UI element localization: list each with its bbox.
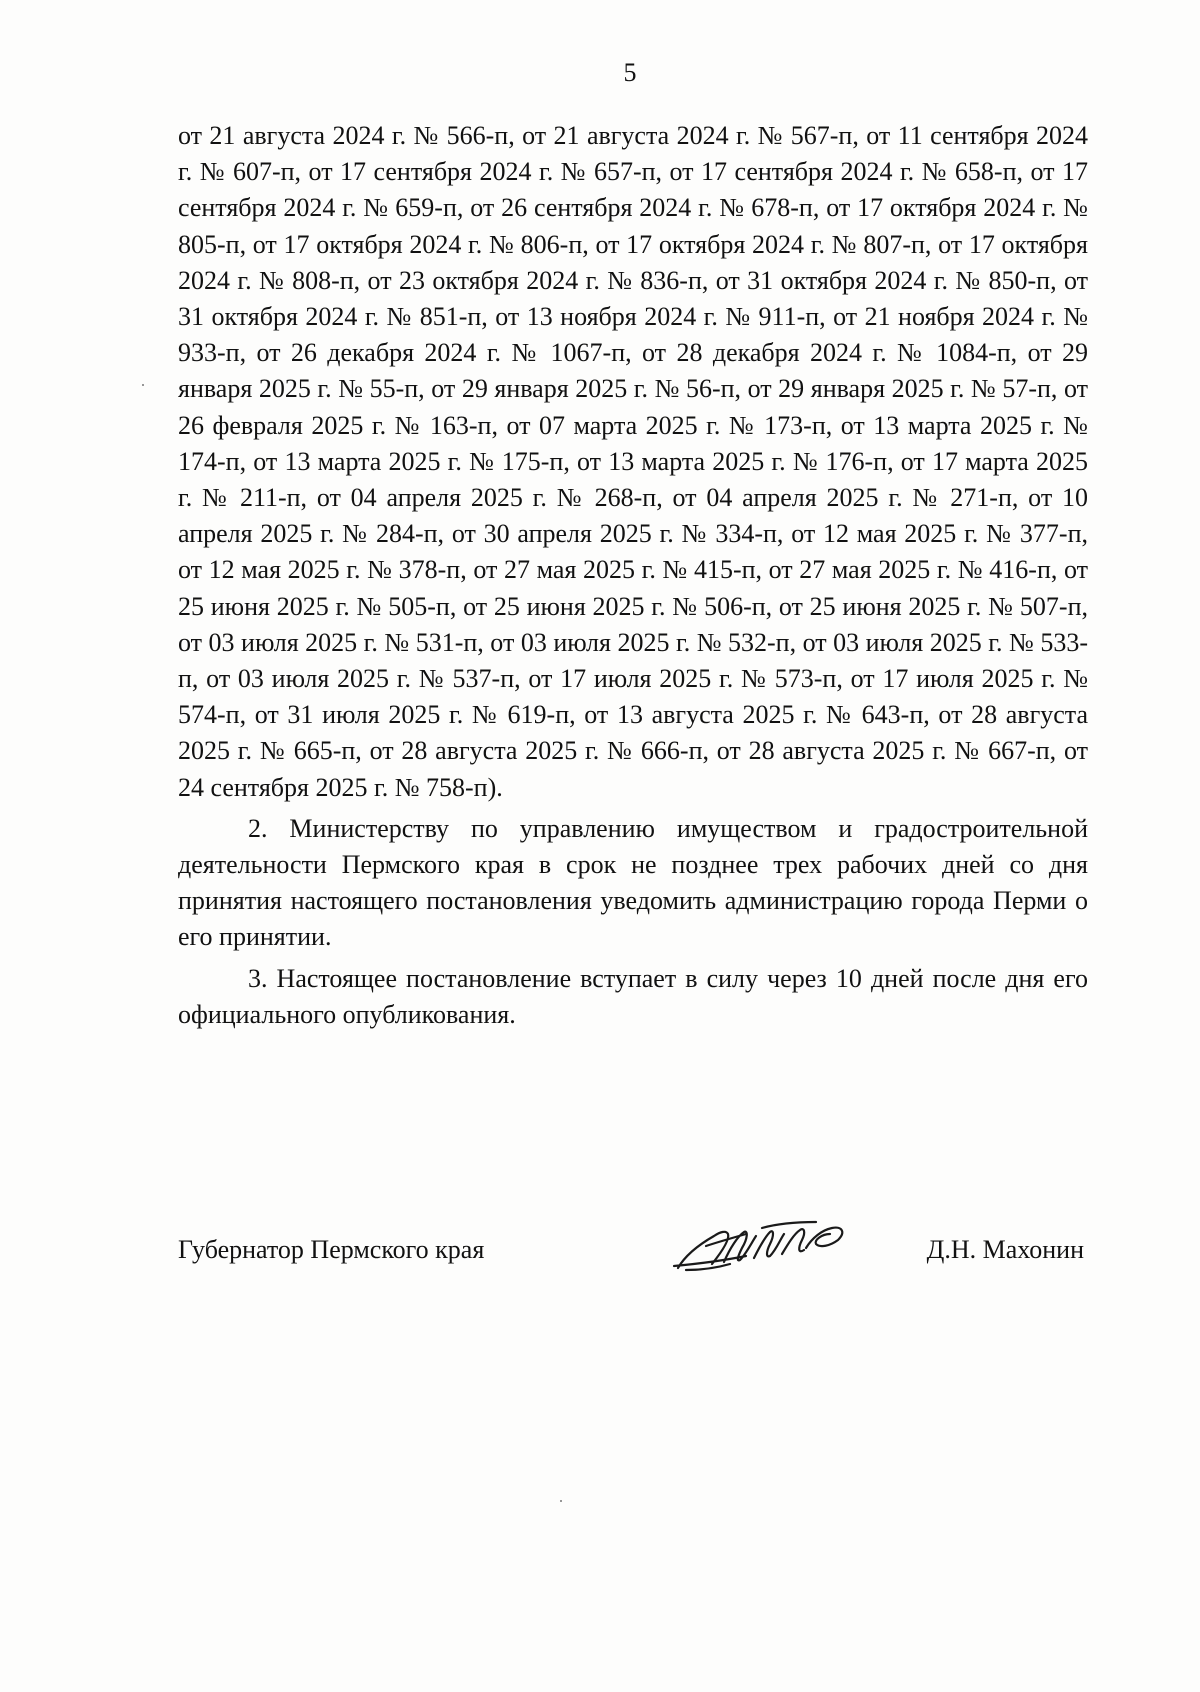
paragraph-item-3: 3. Настоящее постановление вступает в силу через 10 дней после дня его официального опубликования. xyxy=(178,963,1088,1029)
paragraph-item-2: 2. Министерству по управлению имуществом и градостроительной деятельности Пермского края в срок не позднее трех рабочих дней со дня принятия настоящего постановления уведомить администрацию города Перми о его принятии. xyxy=(178,813,1088,952)
handwritten-signature-icon xyxy=(666,1214,856,1276)
scan-speck xyxy=(560,1500,562,1502)
signatory-name: Д.Н. Махонин xyxy=(926,1235,1084,1264)
signatory-position: Губернатор Пермского края xyxy=(178,1235,485,1264)
document-body xyxy=(178,118,1088,1033)
signature-block xyxy=(178,1232,1084,1272)
scan-speck xyxy=(142,384,144,386)
page-number: 5 xyxy=(623,58,637,87)
paragraph-continuation: от 21 августа 2024 г. № 566-п, от 21 августа 2024 г. № 567-п, от 11 сентября 2024 г. № 607-п, от 17 сентября 2024 г. № 657-п, от 17 сентября 2024 г. № 658-п, от 17 сентября 2024 г. № 659-п, от 26 сентября 2024 г. № 678-п, от 17 октября 2024 г. № 805-п, от 17 октября 2024 г. № 806-п, от 17 октября 2024 г. № 807-п, от 17 октября 2024 г. № 808-п, от 23 октября 2024 г. № 836-п, от 31 октября 2024 г. № 850-п, от 31 октября 2024 г. № 851-п, от 13 ноября 2024 г. № 911-п, от 21 ноября 2024 г. № 933-п, от 26 декабря 2024 г. № 1067-п, от 28 декабря 2024 г. № 1084-п, от 29 января 2025 г. № 55-п, от 29 января 2025 г. № 56-п, от 29 января 2025 г. № 57-п, от 26 февраля 2025 г. № 163-п, от 07 марта 2025 г. № 173-п, от 13 марта 2025 г. № 174-п, от 13 марта 2025 г. № 175-п, от 13 марта 2025 г. № 176-п, от 17 марта 2025 г. № 211-п, от 04 апреля 2025 г. № 268-п, от 04 апреля 2025 г. № 271-п, от 10 апреля 2025 г. № 284-п, от 30 апреля 2025 г. № 334-п, от 12 мая 2025 г. № 377-п, от 12 мая 2025 г. № 378-п, от 27 мая 2025 г. № 415-п, от 27 мая 2025 г. № 416-п, от 25 июня 2025 г. № 505-п, от 25 июня 2025 г. № 506-п, от 25 июня 2025 г. № 507-п, от 03 июля 2025 г. № 531-п, от 03 июля 2025 г. № 532-п, от 03 июля 2025 г. № 533-п, от 03 июля 2025 г. № 537-п, от 17 июля 2025 г. № 573-п, от 17 июля 2025 г. № 574-п, от 31 июля 2025 г. № 619-п, от 13 августа 2025 г. № 643-п, от 28 августа 2025 г. № 665-п, от 28 августа 2025 г. № 666-п, от 28 августа 2025 г. № 667-п, от 24 сентября 2025 г. № 758-п). xyxy=(178,121,1088,802)
